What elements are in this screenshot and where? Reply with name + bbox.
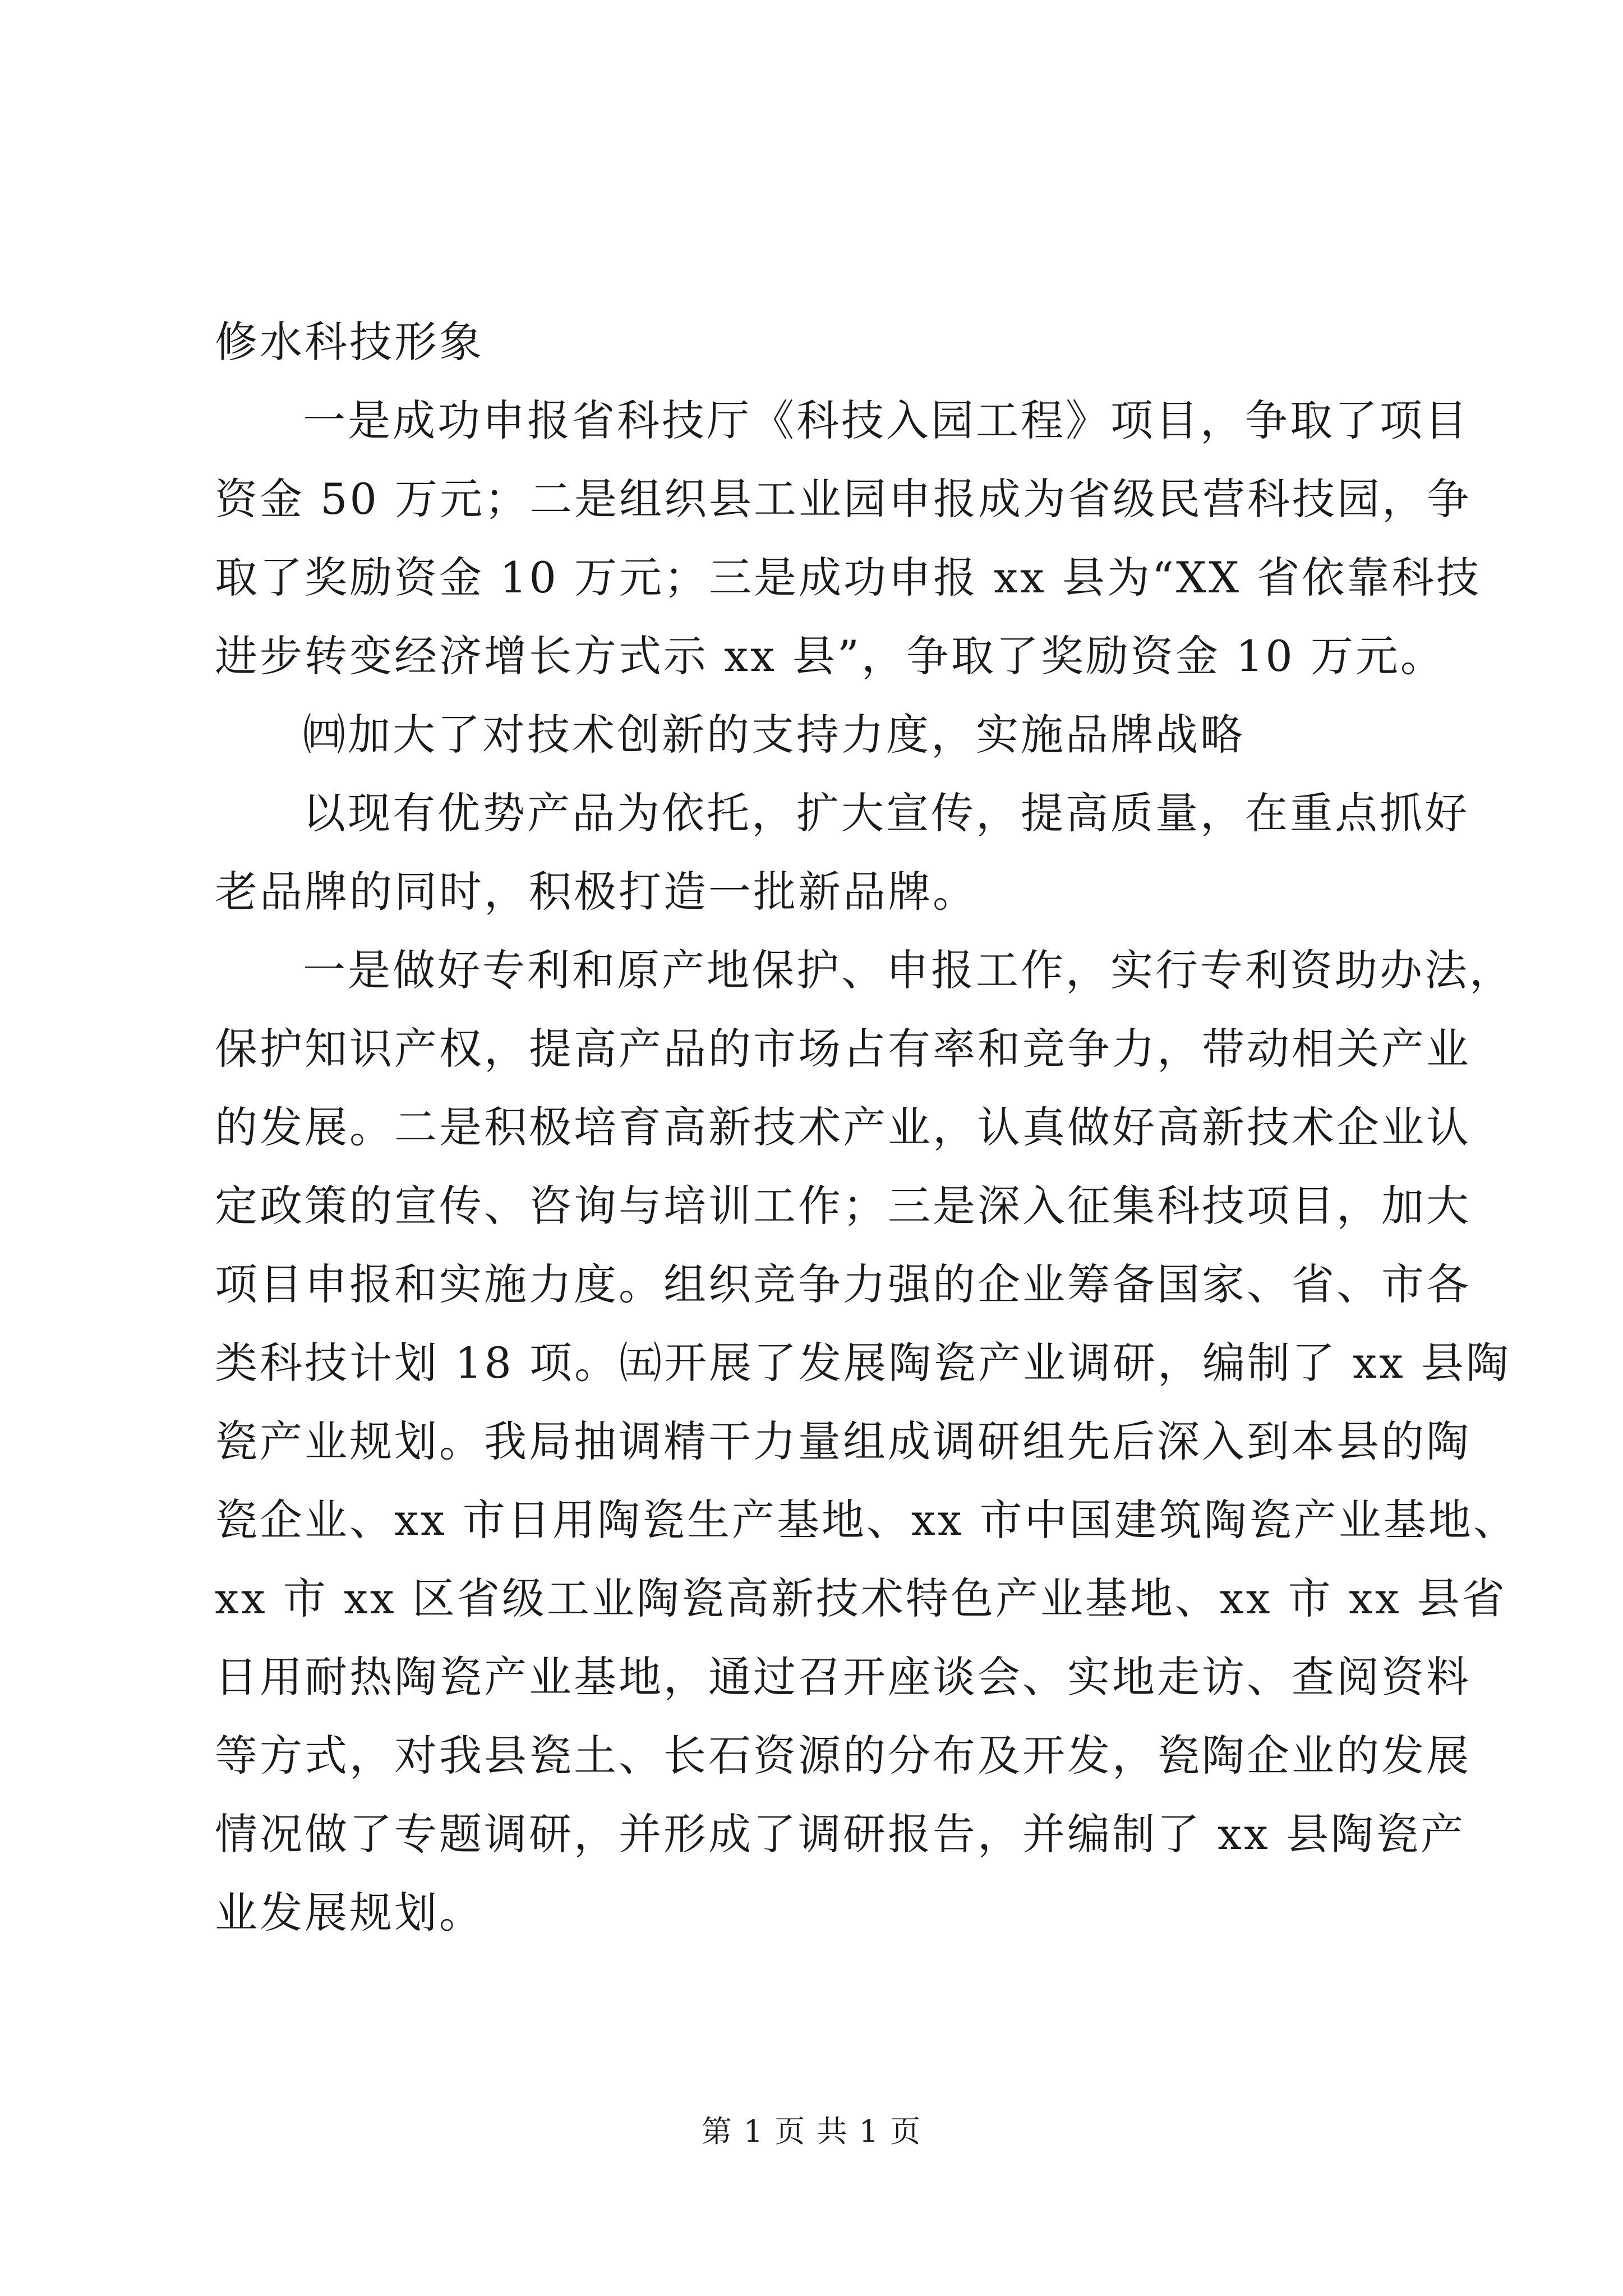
paragraph-line: 一是成功申报省科技厅《科技入园工程》项目，争取了项目 [303,395,1469,445]
paragraph-line: 瓷产业规划。我局抽调精干力量组成调研组先后深入到本县的陶 [215,1416,1471,1466]
paragraph-line: 等方式，对我县瓷土、长石资源的分布及开发，瓷陶企业的发展 [215,1731,1471,1780]
paragraph-line: 瓷企业、xx 市日用陶瓷生产基地、xx 市中国建筑陶瓷产业基地、 [215,1495,1518,1545]
paragraph-line: 以现有优势产品为依托，扩大宣传，提高质量，在重点抓好 [303,788,1469,838]
paragraph-line: 类科技计划 18 项。㈤开展了发展陶瓷产业调研，编制了 xx 县陶 [215,1338,1511,1388]
paragraph-line: 日用耐热陶瓷产业基地，通过召开座谈会、实地走访、查阅资料 [215,1652,1471,1702]
paragraph-line: 的发展。二是积极培育高新技术产业，认真做好高新技术企业认 [215,1102,1471,1152]
paragraph-line: 修水科技形象 [215,317,484,367]
page-footer: 第 1 页 共 1 页 [701,2114,922,2149]
paragraph-line: 业发展规划。 [215,1888,484,1938]
paragraph-line: 情况做了专题调研，并形成了调研报告，并编制了 xx 县陶瓷产 [215,1809,1466,1859]
paragraph-line: 进步转变经济增长方式示 xx 县”，争取了奖励资金 10 万元。 [215,631,1445,681]
paragraph-line: xx 市 xx 区省级工业陶瓷高新技术特色产业基地、xx 市 xx 县省 [215,1573,1507,1623]
paragraph-line: 保护知识产权，提高产品的市场占有率和竞争力，带动相关产业 [215,1024,1471,1074]
paragraph-line: 一是做好专利和原产地保护、申报工作，实行专利资助办法， [303,945,1514,995]
paragraph-line: 老品牌的同时，积极打造一批新品牌。 [215,867,978,917]
paragraph-line: 项目申报和实施力度。组织竞争力强的企业筹备国家、省、市各 [215,1259,1471,1309]
section-heading: ㈣加大了对技术创新的支持力度，实施品牌战略 [303,710,1245,760]
paragraph-line: 定政策的宣传、咨询与培训工作；三是深入征集科技项目，加大 [215,1181,1471,1231]
paragraph-line: 取了奖励资金 10 万元；三是成功申报 xx 县为“XX 省依靠科技 [215,553,1482,602]
paragraph-line: 资金 50 万元；二是组织县工业园申报成为省级民营科技园，争 [215,474,1472,524]
